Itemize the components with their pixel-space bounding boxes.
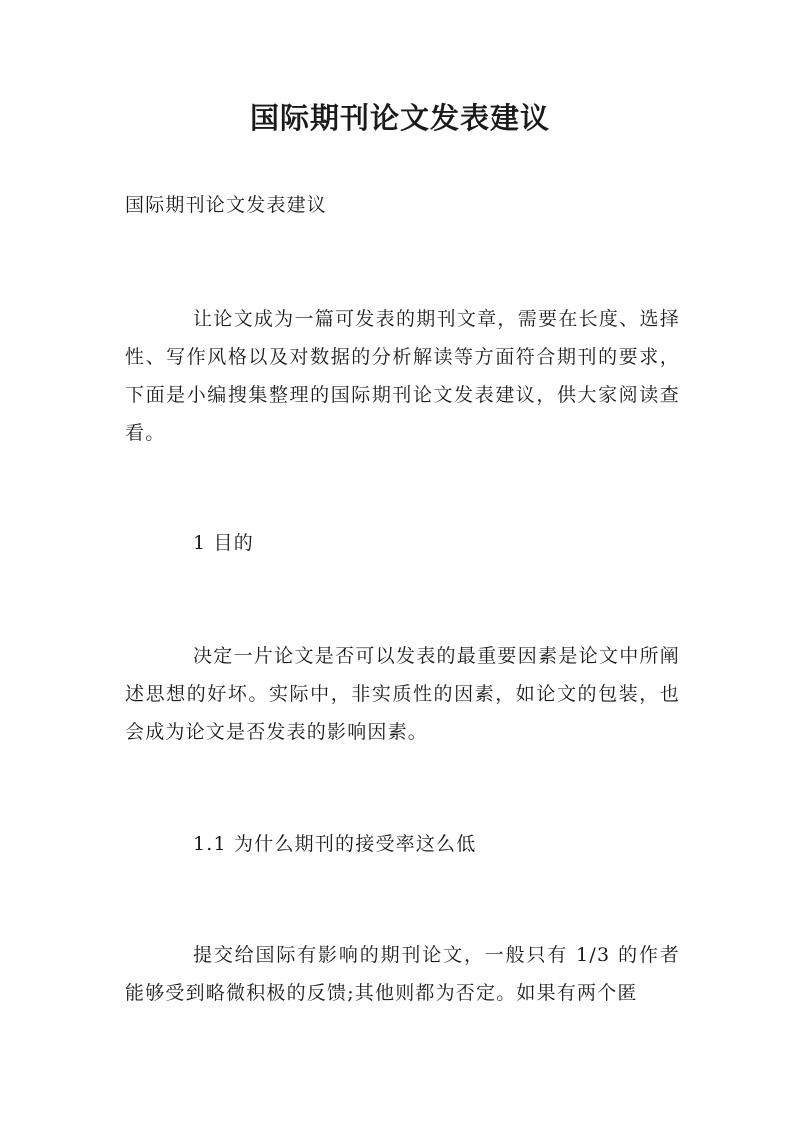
section-1-1-paragraph: 提交给国际有影响的期刊论文，一般只有 1/3 的作者能够受到略微积极的反馈;其他则都为否定。如果有两个匿: [125, 944, 680, 1004]
section-1-heading: 1 目的: [193, 532, 254, 554]
intro-paragraph: 让论文成为一篇可发表的期刊文章，需要在长度、选择性、写作风格以及对数据的分析解读等方面符合期刊的要求，下面是小编搜集整理的国际期刊论文发表建议，供大家阅读查看。: [125, 308, 680, 444]
document-subtitle: 国际期刊论文发表建议: [125, 194, 328, 216]
section-1-paragraph: 决定一片论文是否可以发表的最重要因素是论文中所阐述思想的好坏。实际中，非实质性的因素，如论文的包装，也会成为论文是否发表的影响因素。: [125, 645, 680, 743]
section-1-1-heading: 1.1 为什么期刊的接受率这么低: [193, 833, 477, 855]
document-title: 国际期刊论文发表建议: [249, 101, 550, 135]
